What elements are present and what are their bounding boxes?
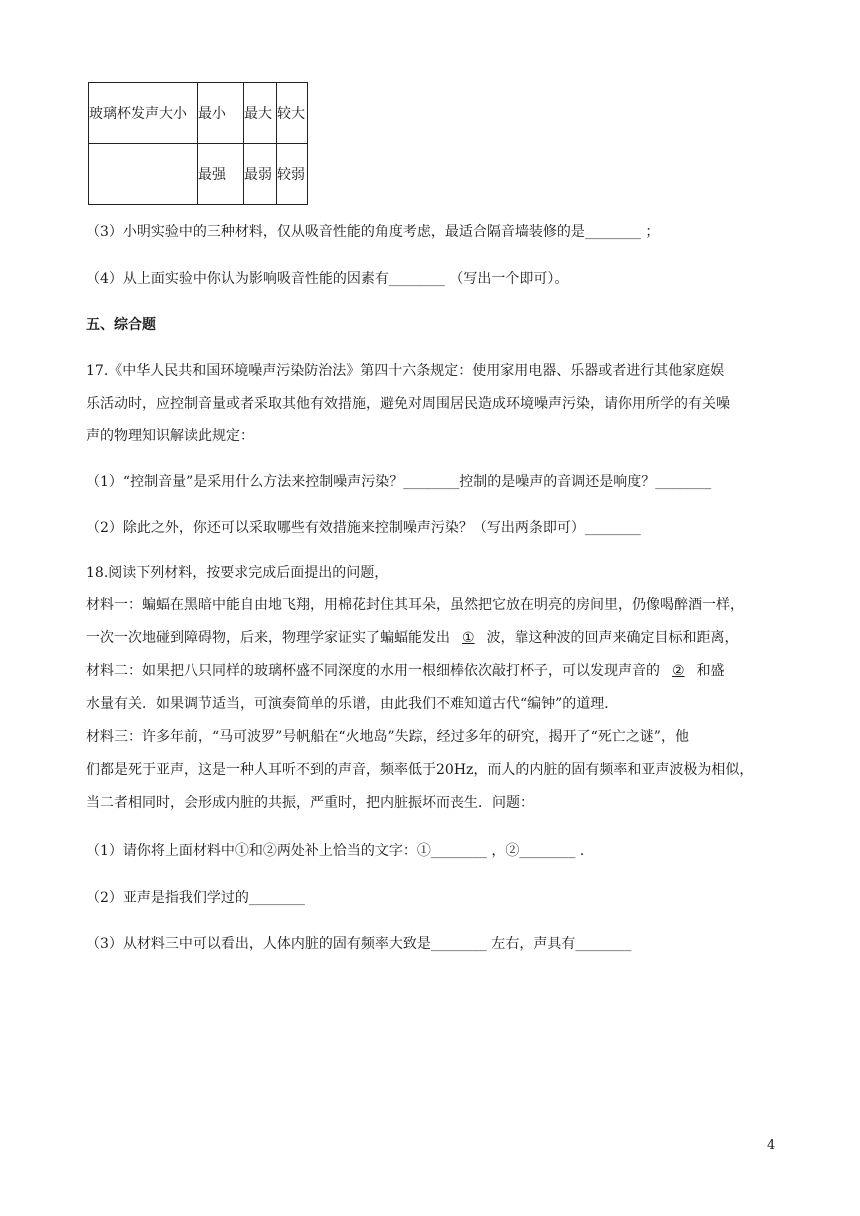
table-row	[89, 83, 308, 144]
material-1-text	[86, 627, 739, 647]
material-1-text: 材料一：蝙蝠在黑暗中能自由地飞翔，用棉花封住其耳朵，虽然把它放在明亮的房间里，仍像喝醉酒一样，	[86, 597, 744, 613]
table-cell: 最小	[198, 83, 244, 144]
table-cell: 玻璃杯发声大小	[89, 83, 198, 144]
section-heading: 五、综合题	[86, 317, 156, 333]
question-18-3: （3）从材料三中可以看出，人体内脏的固有频率大致是________ 左右，声具有________	[86, 936, 632, 952]
table-cell: 较弱	[277, 144, 308, 205]
table-row	[89, 144, 308, 205]
table-cell: 较大	[277, 83, 308, 144]
question-18-intro: 18.阅读下列材料，按要求完成后面提出的问题，	[86, 565, 389, 581]
question-17-1: （1）“控制音量”是采用什么方法来控制噪声污染？________控制的是噪声的音调还是响度？________	[86, 474, 712, 490]
blank-marker-1: ①	[462, 630, 475, 646]
material-1-text-a: 一次一次地碰到障碍物，后来，物理学家证实了蝙蝠能发出	[86, 630, 450, 646]
page-number: 4	[767, 1138, 776, 1153]
table-cell: 最弱	[244, 144, 277, 205]
material-1-text-b: 波，靠这种波的回声来确定目标和距离，	[486, 630, 739, 646]
material-3-text: 们都是死于亚声，这是一种人耳听不到的声音，频率低于20Hz，而人的内脏的固有频率和亚声波极为相似，	[86, 762, 754, 778]
material-2-text-b: 和盛	[696, 663, 725, 679]
question-18-1: （1）请你将上面材料中①和②两处补上恰当的文字：①________ ，②________ .	[86, 843, 585, 859]
material-2-text	[86, 660, 725, 680]
blank-marker-2: ②	[672, 663, 685, 679]
question-17-text: 17.《中华人民共和国环境噪声污染防治法》第四十六条规定：使用家用电器、乐器或者进行其他家庭娱	[86, 363, 725, 379]
table-cell: 最大	[244, 83, 277, 144]
material-3-text: 材料三：许多年前，“马可波罗”号帆船在“火地岛”失踪，经过多年的研究，揭开了“死亡之谜”，他	[86, 729, 689, 745]
question-18-2: （2）亚声是指我们学过的________	[86, 890, 305, 906]
material-2-text: 水量有关．如果调节适当，可演奏简单的乐谱，由此我们不难知道古代“编钟”的道理．	[86, 696, 619, 712]
question-16-3: （3）小明实验中的三种材料，仅从吸音性能的角度考虑，最适合隔音墙装修的是________ ；	[86, 224, 660, 240]
question-17-text: 乐活动时，应控制音量或者采取其他有效措施，避免对周围居民造成环境噪声污染，请你用所学的有关噪	[86, 396, 730, 412]
question-17-2: （2）除此之外，你还可以采取哪些有效措施来控制噪声污染？（写出两条即可）________	[86, 520, 641, 536]
question-16-4: （4）从上面实验中你认为影响吸音性能的因素有________ （写出一个即可）。	[86, 271, 569, 287]
material-3-text: 当二者相同时，会形成内脏的共振，严重时，把内脏振坏而丧生．问题：	[86, 795, 534, 811]
material-2-text-a: 材料二：如果把八只同样的玻璃杯盛不同深度的水用一根细棒依次敲打杯子，可以发现声音的	[86, 663, 660, 679]
results-table	[88, 82, 308, 205]
table-cell	[89, 144, 198, 205]
table-cell: 最强	[198, 144, 244, 205]
question-17-text: 声的物理知识解读此规定：	[86, 428, 254, 444]
